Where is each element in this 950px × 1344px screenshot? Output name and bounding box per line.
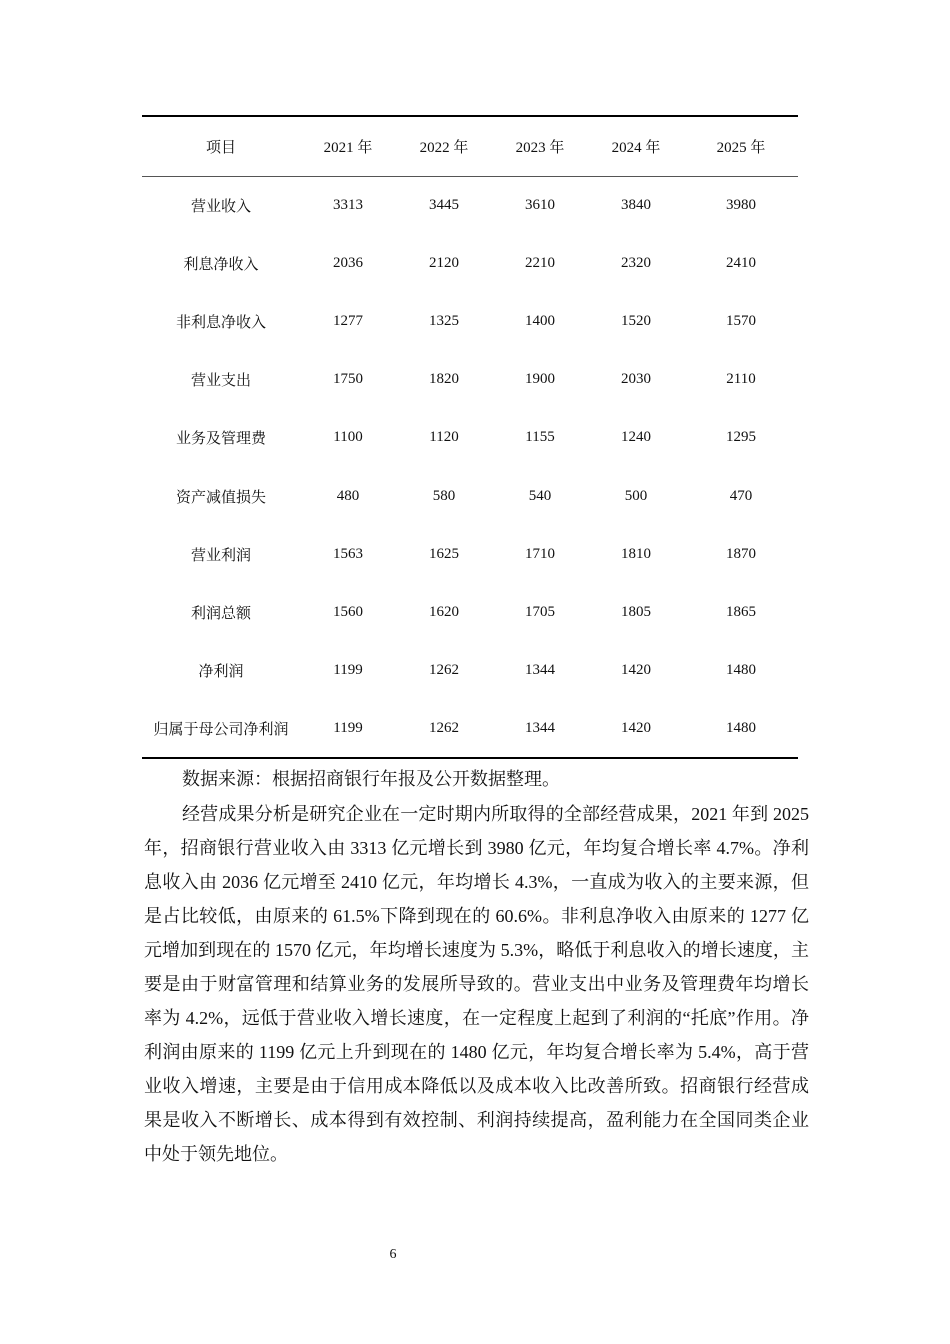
table-cell: 2036 <box>333 254 363 271</box>
table-cell: 3610 <box>525 196 555 213</box>
table-row <box>142 234 798 292</box>
table-cell: 1240 <box>621 429 651 446</box>
table-cell: 1199 <box>333 719 363 736</box>
table-cell: 1563 <box>333 545 363 562</box>
table-cell: 3980 <box>726 196 756 213</box>
table-cell: 1560 <box>333 603 363 620</box>
page-number: 6 <box>389 1247 397 1262</box>
table-row <box>142 292 798 350</box>
row-label: 营业利润 <box>190 547 251 564</box>
table-cell: 1570 <box>726 312 756 329</box>
table-cell: 1625 <box>429 545 459 562</box>
row-label: 业务及管理费 <box>175 431 266 448</box>
table-cell: 2030 <box>621 371 651 388</box>
table-cell: 1820 <box>429 371 459 388</box>
table-cell: 1420 <box>621 662 651 679</box>
table-row <box>142 351 798 409</box>
analysis-paragraph: 经营成果分析是研究企业在一定时期内所取得的全部经营成果，2021 年到 2025 年，招商银行营业收入由 3313 亿元增长到 3980 亿元，年均复合增长率 4.7%。净利息收入由 2036 亿元增至 2410 亿元，年均增长 4.3%，一直成为收入的主要来源，但是占比较低，由原来的 61.5%下降到现在的 60.6%。非利息净收入由原来的 1277 亿元增加到现在的 1570 亿元，年均增长速度为 5.3%，略低于利息收入的增长速度，主要是由于财富管理和结算业务的发展所导致的。营业支出中业务及管理费年均增长率为 4.2%，远低于营业收入增长速度，在一定程度上起到了利润的“托底”作用。净利润由原来的 1199 亿元上升到现在的 1480 亿元，年均复合增长率为 5.4%，高于营业收入增速，主要是由于信用成本降低以及成本收入比改善所致。招商银行经营成果是收入不断增长、成本得到有效控制、利润持续提高，盈利能力在全国同类企业中处于领先地位。 <box>144 804 809 1164</box>
table-cell: 1277 <box>333 312 363 329</box>
table-row <box>142 409 798 467</box>
header-item: 项目 <box>142 116 300 176</box>
table-header-row <box>142 116 798 176</box>
table-cell: 3840 <box>621 196 651 213</box>
data-source-note: 数据来源：根据招商银行年报及公开数据整理。 <box>182 769 560 789</box>
table-cell: 470 <box>729 487 753 504</box>
table-row <box>142 525 798 583</box>
table-cell: 2320 <box>621 254 651 271</box>
table-cell: 1900 <box>525 371 555 388</box>
table-cell: 1262 <box>429 662 459 679</box>
table-cell: 1620 <box>429 603 459 620</box>
table-row <box>142 467 798 525</box>
table-cell: 1120 <box>429 429 459 446</box>
table-cell: 580 <box>432 487 456 504</box>
table-cell: 1705 <box>525 603 555 620</box>
table-cell: 1480 <box>726 719 756 736</box>
row-label: 净利润 <box>198 664 244 681</box>
table-row <box>142 176 798 234</box>
table-cell: 1865 <box>726 603 756 620</box>
table-cell: 3445 <box>429 196 459 213</box>
table-cell: 1325 <box>429 312 459 329</box>
table-cell: 1520 <box>621 312 651 329</box>
row-label: 利润总额 <box>190 605 251 622</box>
table-cell: 1262 <box>429 719 459 736</box>
table-cell: 1810 <box>621 545 651 562</box>
table-cell: 1295 <box>726 429 756 446</box>
table-cell: 480 <box>336 487 360 504</box>
row-label: 归属于母公司净利润 <box>153 721 289 738</box>
table-cell: 1400 <box>525 312 555 329</box>
row-label: 营业支出 <box>190 373 251 390</box>
table-cell: 2110 <box>726 371 756 388</box>
table-cell: 1710 <box>525 545 555 562</box>
row-label: 资产减值损失 <box>175 489 266 506</box>
header-year-2024: 2024 年 <box>588 116 684 176</box>
table-cell: 1199 <box>333 662 363 679</box>
table-cell: 1344 <box>525 662 555 679</box>
row-label: 利息净收入 <box>183 256 259 273</box>
table-cell: 1420 <box>621 719 651 736</box>
table-cell: 2410 <box>726 254 756 271</box>
table-cell: 1100 <box>333 429 363 446</box>
row-label: 非利息净收入 <box>175 314 266 331</box>
table-cell: 3313 <box>333 196 363 213</box>
table-cell: 2210 <box>525 254 555 271</box>
table-cell: 1480 <box>726 662 756 679</box>
table-row <box>142 700 798 758</box>
financial-results-table <box>142 115 798 759</box>
table-cell: 2120 <box>429 254 459 271</box>
table-cell: 1155 <box>525 429 555 446</box>
header-year-2023: 2023 年 <box>492 116 588 176</box>
table-row <box>142 642 798 700</box>
table-cell: 500 <box>624 487 648 504</box>
header-year-2022: 2022 年 <box>396 116 492 176</box>
header-year-2025: 2025 年 <box>684 116 798 176</box>
row-label: 营业收入 <box>190 198 251 215</box>
table-cell: 1805 <box>621 603 651 620</box>
table-cell: 540 <box>528 487 552 504</box>
table-cell: 1750 <box>333 371 363 388</box>
table-cell: 1870 <box>726 545 756 562</box>
header-year-2021: 2021 年 <box>300 116 396 176</box>
table-row <box>142 583 798 641</box>
table-cell: 1344 <box>525 719 555 736</box>
